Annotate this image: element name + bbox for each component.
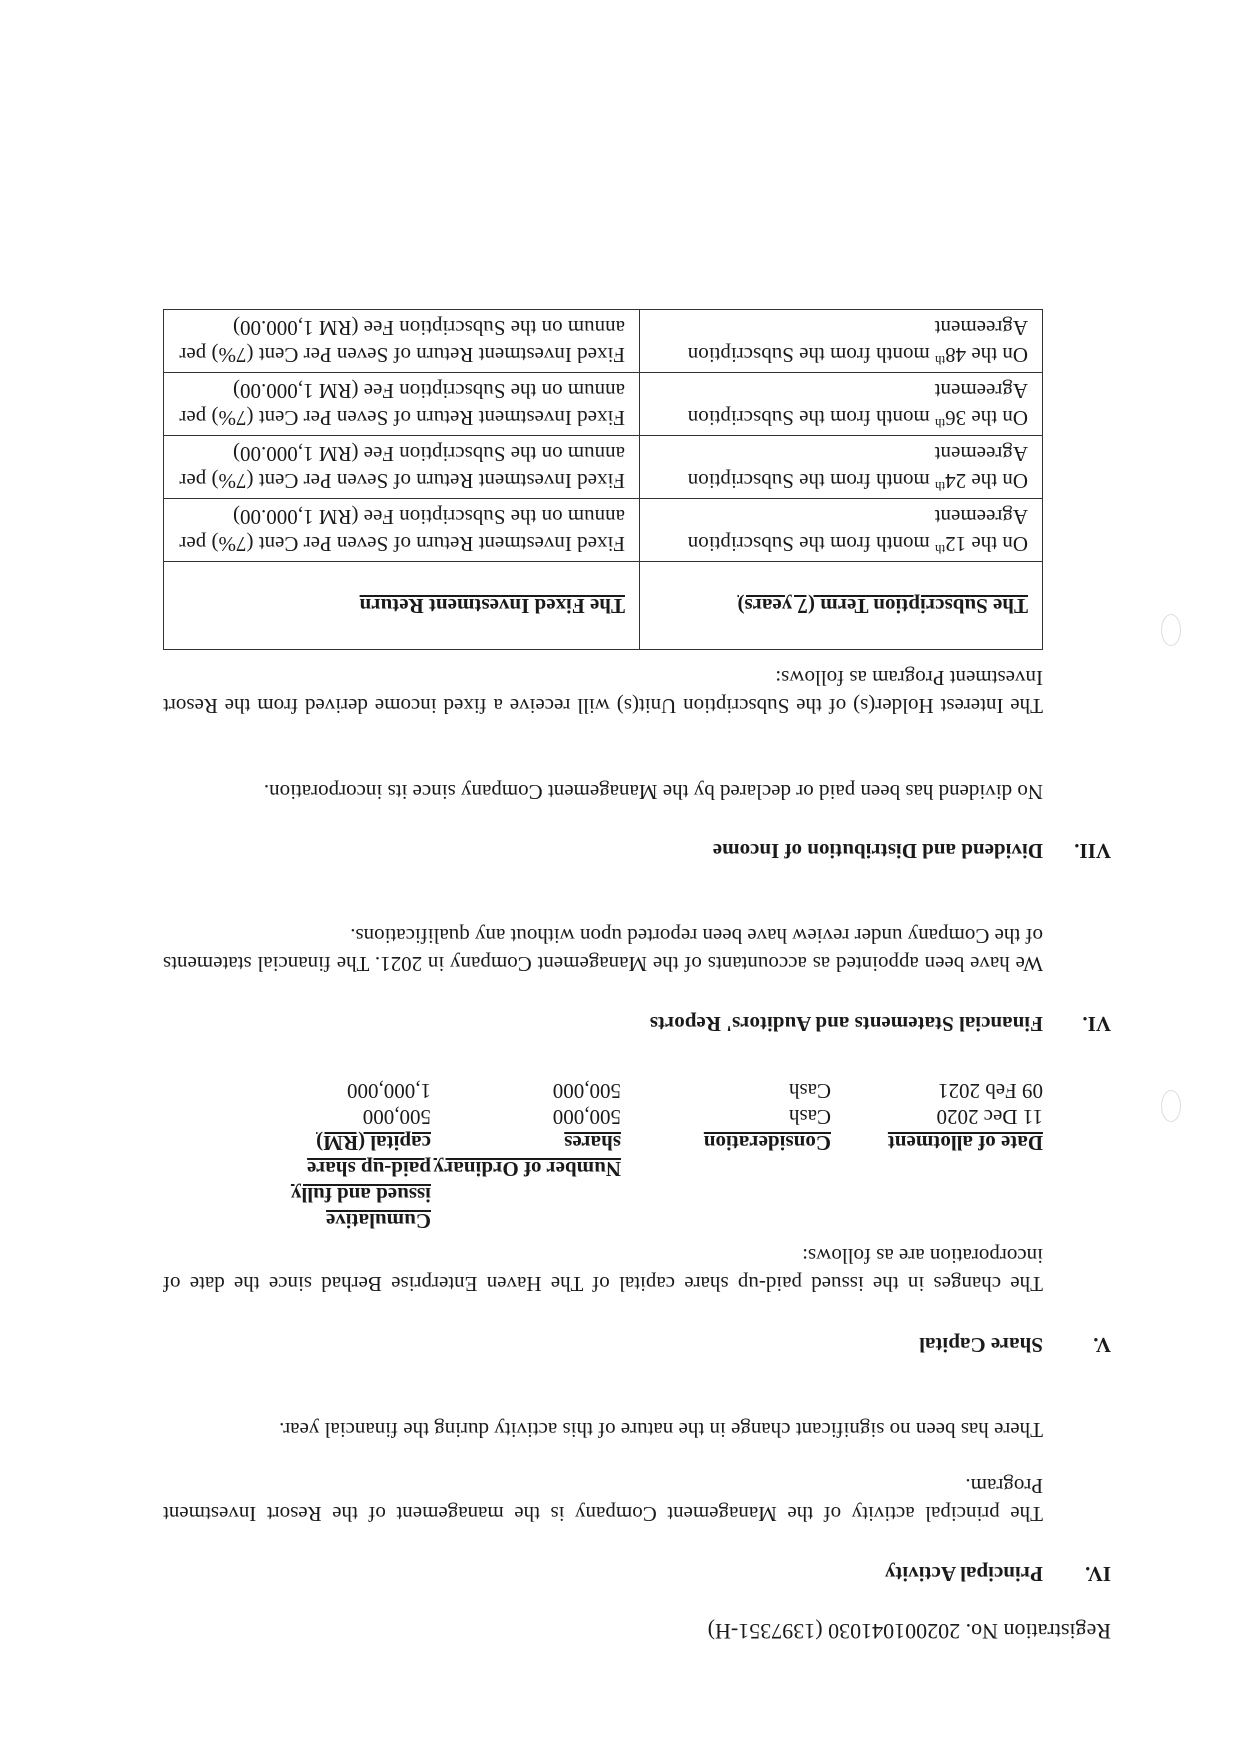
section-iv-title: Principal Activity: [884, 1562, 1043, 1586]
term-cell: On the 24th month from the Subscription Agreement: [640, 436, 1043, 499]
term-cell: On the 48th month from the Subscription Agreement: [640, 310, 1043, 373]
section-iv-para-1: The principal activity of the Management Company is the management of the Resort Investment Program.: [163, 1474, 1043, 1526]
table-row: [164, 373, 1043, 436]
header-cumulative-capital: Cumulative issued and fully paid-up share capital (RM): [290, 1131, 431, 1233]
section-v-title: Share Capital: [919, 1333, 1043, 1357]
share-capital-table: [286, 1078, 1043, 1234]
section-vii-number: VII.: [1074, 839, 1111, 863]
row1-consideration: Cash: [789, 1105, 831, 1129]
table-row: [164, 310, 1043, 373]
header-date-of-allotment: Date of allotment: [887, 1131, 1043, 1155]
fixed-return-table: [163, 309, 1043, 650]
header-consideration: Consideration: [703, 1131, 831, 1155]
header-fixed-return: The Fixed Investment Return: [164, 562, 640, 650]
section-v-number: V.: [1093, 1333, 1111, 1357]
row1-cumulative: 500,000: [362, 1105, 431, 1129]
row1-number: 500,000: [552, 1105, 621, 1129]
term-cell: On the 12th month from the Subscription Agreement: [640, 499, 1043, 562]
section-v-intro: The changes in the issued paid-up share capital of The Haven Enterprise Berhad since the date of incorporation are as follows:: [163, 1244, 1043, 1296]
section-iv-number: IV.: [1085, 1562, 1111, 1586]
row2-cumulative: 1,000,000: [347, 1079, 431, 1103]
registration-number: Registration No. 202001041030 (1397351-H): [707, 1619, 1111, 1644]
section-vii-para-1: No dividend has been paid or declared by the Management Company since its incorporation.: [263, 780, 1043, 804]
row1-date: 11 Dec 2020: [936, 1105, 1043, 1129]
table-row: [164, 499, 1043, 562]
section-vi-number: VI.: [1082, 1012, 1111, 1036]
section-vi-para: We have been appointed as accountants of the Management Company in 2021. The financial statements of the Company under review have been reported upon without any qualifications.: [163, 924, 1043, 976]
section-vii-title: Dividend and Distribution of Income: [712, 839, 1043, 863]
row2-consideration: Cash: [789, 1079, 831, 1103]
return-cell: Fixed Investment Return of Seven Per Cent (7%) per annum on the Subscription Fee (RM 1,000.00): [164, 499, 640, 562]
return-cell: Fixed Investment Return of Seven Per Cent (7%) per annum on the Subscription Fee (RM 1,000.00): [164, 373, 640, 436]
row2-date: 09 Feb 2021: [938, 1079, 1043, 1103]
return-cell: Fixed Investment Return of Seven Per Cent (7%) per annum on the Subscription Fee (RM 1,000.00): [164, 436, 640, 499]
section-iv-heading: [885, 1561, 1111, 1586]
table-row: [164, 436, 1043, 499]
term-cell: On the 36th month from the Subscription Agreement: [640, 373, 1043, 436]
header-subscription-term: The Subscription Term (7 years): [640, 562, 1043, 650]
header-number-of-shares: Number of Ordinary shares: [433, 1131, 621, 1181]
section-vi-heading: [650, 1011, 1111, 1036]
return-cell: Fixed Investment Return of Seven Per Cent (7%) per annum on the Subscription Fee (RM 1,000.00): [164, 310, 640, 373]
table-row: [286, 1078, 1043, 1104]
section-iv-para-2: There has been no significant change in the nature of this activity during the financial year.: [279, 1418, 1043, 1442]
row2-number: 500,000: [552, 1079, 621, 1103]
punch-hole-mark: [1161, 614, 1181, 646]
section-vii-heading: [713, 838, 1111, 863]
table-row: [286, 1104, 1043, 1130]
punch-hole-mark: [1161, 1090, 1181, 1122]
section-vii-para-2: The Interest Holder(s) of the Subscription Unit(s) will receive a fixed income derived from the Resort Investment Program as follows:: [163, 666, 1043, 718]
section-vi-title: Financial Statements and Auditors' Reports: [649, 1012, 1043, 1036]
section-v-heading: [919, 1332, 1111, 1357]
